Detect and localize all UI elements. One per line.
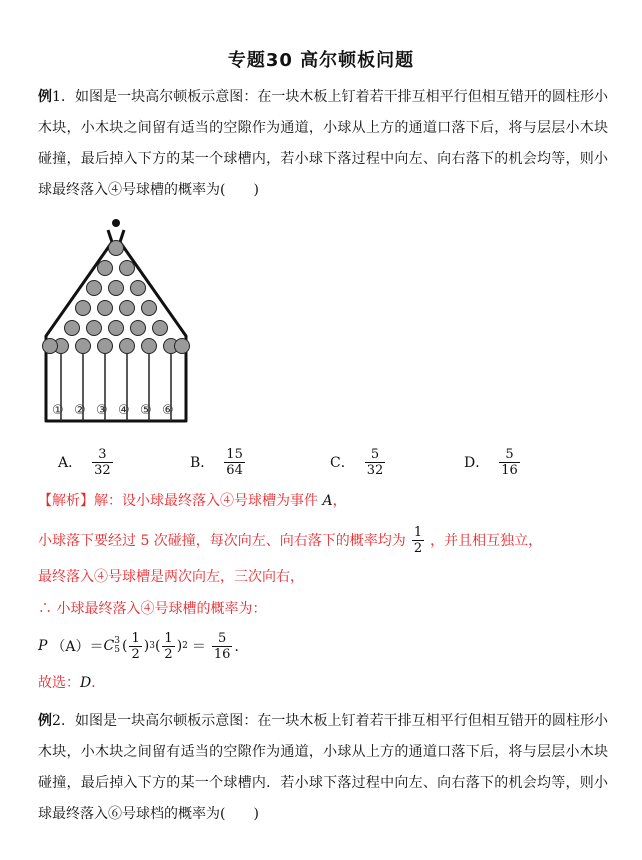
slot-label: ⑤	[140, 403, 152, 418]
option-b-letter: B．	[190, 455, 215, 471]
option-b[interactable]	[190, 440, 247, 484]
falling-ball	[112, 219, 120, 227]
option-b-fraction	[224, 447, 245, 478]
option-d-denominator: 16	[501, 462, 518, 478]
formula-result-num: 5	[218, 630, 227, 646]
peg	[109, 281, 124, 296]
slot-labels	[52, 403, 174, 418]
paren-open-1: (	[122, 638, 128, 654]
peg	[109, 241, 124, 256]
page-title: 专题30 高尔顿板问题	[227, 50, 415, 71]
option-a-denominator: 32	[94, 462, 111, 478]
example-1-number: 1	[52, 89, 61, 105]
peg	[120, 301, 135, 316]
peg	[109, 321, 124, 336]
formula-half-2-num: 1	[164, 630, 173, 646]
formula-c-sup: 3	[114, 636, 120, 646]
half-numerator: 1	[413, 524, 423, 540]
formula-c-sub: 5	[114, 645, 120, 655]
formula-p: P	[38, 638, 48, 654]
paren-close-1: )	[143, 638, 150, 654]
entry-wall-left	[108, 230, 112, 242]
formula-exp-2: 2	[182, 641, 188, 651]
event-symbol: A	[322, 493, 333, 509]
paren-open-2: (	[154, 638, 161, 654]
peg	[87, 281, 102, 296]
example-1-label: 例	[38, 89, 53, 105]
solution-line-2	[38, 520, 542, 560]
option-c[interactable]	[330, 440, 387, 484]
peg	[87, 321, 102, 336]
solution-tag: 【解析】	[38, 493, 94, 509]
solution-line-1-end: ，	[332, 493, 347, 509]
slot-label: ②	[74, 403, 86, 418]
peg-rows	[43, 241, 190, 354]
answer-prefix: 故选：	[38, 675, 80, 691]
option-d[interactable]	[464, 440, 522, 484]
half-denominator: 2	[413, 540, 423, 556]
formula-eq: ＝	[191, 639, 206, 655]
example-2-label: 例	[38, 713, 53, 729]
probability-formula	[38, 624, 248, 668]
peg	[43, 339, 58, 354]
answer-letter: D	[80, 675, 92, 691]
solution-line-4: ∴ 小球最终落入④号球槽的概率为：	[38, 601, 267, 617]
slot-label: ⑥	[162, 403, 174, 418]
formula-arg: （A）＝	[51, 639, 104, 655]
peg	[98, 339, 113, 354]
peg	[131, 321, 146, 336]
formula-exp-1: 3	[149, 641, 155, 651]
answer-end: ．	[91, 675, 106, 691]
option-d-numerator: 5	[505, 446, 514, 462]
solution-intro: 解：设小球最终落入④号球槽为事件	[94, 493, 318, 509]
galton-board-diagram	[36, 216, 196, 436]
solution-line-1	[38, 490, 347, 510]
peg	[120, 339, 135, 354]
peg	[142, 301, 157, 316]
formula-result	[212, 631, 233, 662]
option-d-fraction	[499, 447, 520, 478]
formula-c-indices	[114, 637, 120, 655]
peg	[175, 339, 190, 354]
peg	[142, 339, 157, 354]
option-c-letter: C．	[330, 455, 355, 471]
option-c-numerator: 5	[370, 446, 380, 462]
peg	[131, 281, 146, 296]
solution-line-3: 最终落入④号球槽是两次向左，三次向右，	[38, 569, 304, 585]
peg	[153, 321, 168, 336]
peg	[98, 301, 113, 316]
slot-label: ①	[52, 403, 64, 418]
peg	[98, 261, 113, 276]
option-a-letter: A．	[58, 455, 83, 471]
answer-options	[0, 440, 642, 484]
option-c-denominator: 32	[366, 462, 384, 478]
option-b-denominator: 64	[226, 462, 243, 478]
entry-wall-right	[120, 230, 124, 242]
option-b-numerator: 15	[226, 446, 243, 462]
answer-line	[38, 672, 105, 692]
formula-half-1-den: 2	[131, 646, 140, 662]
solution-line-2-end: ，并且相互独立，	[430, 533, 543, 549]
formula-half-1-num: 1	[131, 630, 140, 646]
option-a-fraction	[92, 447, 113, 478]
example-1-question	[38, 82, 608, 206]
slot-label: ④	[118, 403, 130, 418]
peg	[76, 339, 91, 354]
galton-board-figure	[36, 216, 196, 440]
peg	[65, 321, 80, 336]
paren-close-2: )	[176, 638, 183, 654]
example-1-text: ．如图是一块高尔顿板示意图：在一块木板上钉着若干排互相平行但相互错开的圆柱形小木块，小木块之间留有适当的空隙作为通道，小球从上方的通道口落下后，将与层层小木块碰撞，最后掉入下方的某一个球槽内，若小球下落过程中向左、向右落下的机会均等，则小球最终落入④号球槽的概率为( )	[38, 89, 609, 198]
option-d-letter: D．	[464, 455, 490, 471]
slot-label: ③	[96, 403, 108, 418]
solution-line-2-text: 小球落下要经过 5 次碰撞，每次向左、向右落下的概率均为	[38, 533, 406, 549]
example-2-number: 2	[52, 713, 61, 729]
formula-half-2	[162, 631, 174, 662]
option-a-numerator: 3	[98, 446, 107, 462]
peg	[76, 301, 91, 316]
peg	[120, 261, 135, 276]
formula-half-1	[129, 631, 141, 662]
formula-result-den: 16	[213, 646, 231, 662]
formula-end: ．	[234, 639, 249, 655]
option-a[interactable]	[58, 440, 115, 484]
half-fraction	[412, 525, 424, 556]
example-2-text: ．如图是一块高尔顿板示意图：在一块木板上钉着若干排互相平行但相互错开的圆柱形小木块，小木块之间留有适当的空隙作为通道，小球从上方的通道口落下后，将与层层小木块碰撞，最后掉入下方的某一个球槽内．若小球下落过程中向左、向右落下的机会均等，则小球最终落入⑥号球档的概率为( )	[38, 713, 609, 822]
formula-half-2-den: 2	[164, 646, 173, 662]
example-2-question	[38, 706, 608, 830]
option-c-fraction	[365, 447, 386, 478]
formula-c: C	[103, 638, 115, 654]
